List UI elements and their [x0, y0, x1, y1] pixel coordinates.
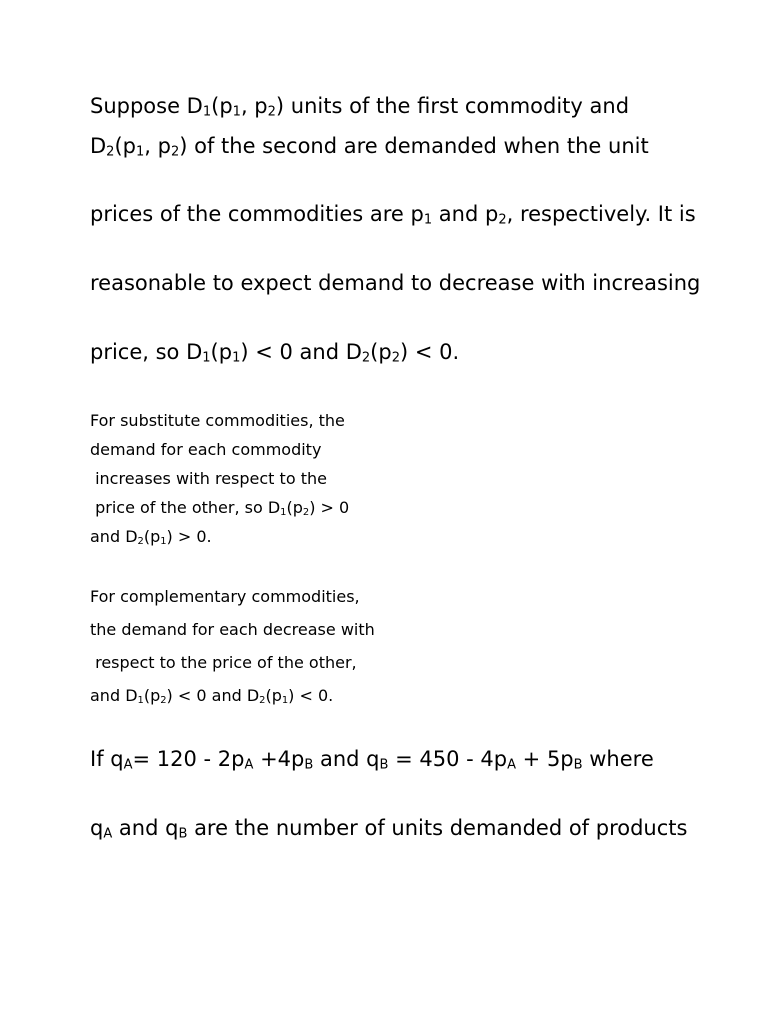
text-run: + 5p [516, 747, 574, 771]
subscript: 2 [361, 350, 371, 366]
subscript: 2 [267, 104, 276, 120]
text-run: ) < 0. [399, 340, 460, 364]
text-run: If q [90, 747, 124, 771]
subscript: 1 [232, 350, 241, 366]
subscript: B [178, 826, 188, 842]
complementary-line-1: For complementary commodities, [90, 587, 360, 606]
text-run: , p [144, 134, 171, 158]
text-run: q [90, 816, 104, 840]
paragraph-definition [90, 814, 687, 843]
subscript: 1 [135, 144, 145, 160]
text-run: ) of the second are demanded when the unit [179, 134, 649, 158]
subscript: 1 [280, 506, 287, 518]
text-run: , respectively. It is [506, 202, 696, 226]
subscript: A [244, 757, 254, 773]
text-run: = 450 - 4p [388, 747, 508, 771]
text-run: = 120 - 2p [132, 747, 245, 771]
text-run: (p [286, 498, 303, 517]
text-run: and p [432, 202, 499, 226]
subscript: 1 [202, 350, 211, 366]
text-run: ) < 0 and D [166, 686, 260, 705]
subscript: 2 [498, 212, 507, 228]
paragraph-complementary [90, 580, 420, 712]
subscript: 1 [137, 694, 144, 706]
subscript: 2 [137, 535, 144, 547]
subscript: 1 [160, 535, 167, 547]
text-run: and D [90, 686, 138, 705]
text-run: , p [240, 94, 268, 118]
paragraph-intro-5 [90, 338, 459, 367]
subscript: 1 [202, 104, 212, 120]
subscript: 2 [160, 694, 167, 706]
subscript: 2 [302, 506, 310, 518]
text-run: (p [211, 94, 233, 118]
substitute-line-5 [90, 522, 410, 551]
subscript: 2 [259, 694, 266, 706]
text-run: price, so D [90, 340, 203, 364]
text-run: ) < 0 and D [240, 340, 362, 364]
text-run: ) units of the first commodity and [275, 94, 630, 118]
text-run: (p [143, 527, 161, 546]
complementary-line-4 [90, 679, 420, 712]
subscript: 1 [281, 694, 289, 706]
paragraph-substitute [90, 406, 410, 551]
paragraph-intro-4: reasonable to expect demand to decrease with increasing [90, 271, 701, 295]
text-run: Suppose D [90, 94, 203, 118]
text-run: +4p [253, 747, 305, 771]
subscript: B [304, 757, 314, 773]
text-run: (p [265, 686, 282, 705]
substitute-line-3: increases with respect to the [90, 469, 327, 488]
text-run: prices of the commodities are p [90, 202, 424, 226]
subscript: B [573, 757, 583, 773]
subscript: 1 [423, 212, 433, 228]
paragraph-intro-3 [90, 200, 696, 229]
subscript: 1 [232, 104, 241, 120]
substitute-line-1: For substitute commodities, the [90, 411, 345, 430]
subscript: A [507, 757, 516, 773]
subscript: A [103, 826, 113, 842]
complementary-line-3: respect to the price of the other, [90, 653, 357, 672]
text-run: (p [114, 134, 136, 158]
text-run: and q [313, 747, 380, 771]
text-run: where [582, 747, 654, 771]
subscript: B [379, 757, 389, 773]
text-run: and q [112, 816, 179, 840]
text-run: (p [143, 686, 161, 705]
subscript: 2 [170, 144, 180, 160]
text-run: ) > 0 [309, 498, 350, 517]
text-run: (p [210, 340, 233, 364]
text-run: are the number of units demanded of products [187, 816, 688, 840]
substitute-line-4 [90, 493, 410, 522]
substitute-line-2: demand for each commodity [90, 440, 322, 459]
text-run: (p [370, 340, 392, 364]
paragraph-intro-1 [90, 92, 629, 121]
subscript: 2 [106, 144, 115, 160]
text-run: D [90, 134, 107, 158]
text-run: and D [90, 527, 138, 546]
complementary-line-2: the demand for each decrease with [90, 620, 375, 639]
text-run: price of the other, so D [90, 498, 281, 517]
subscript: A [123, 757, 133, 773]
text-run: ) < 0. [288, 686, 334, 705]
paragraph-equations [90, 745, 654, 774]
paragraph-intro-2 [90, 132, 649, 161]
text-run: ) > 0. [166, 527, 212, 546]
subscript: 2 [391, 350, 400, 366]
